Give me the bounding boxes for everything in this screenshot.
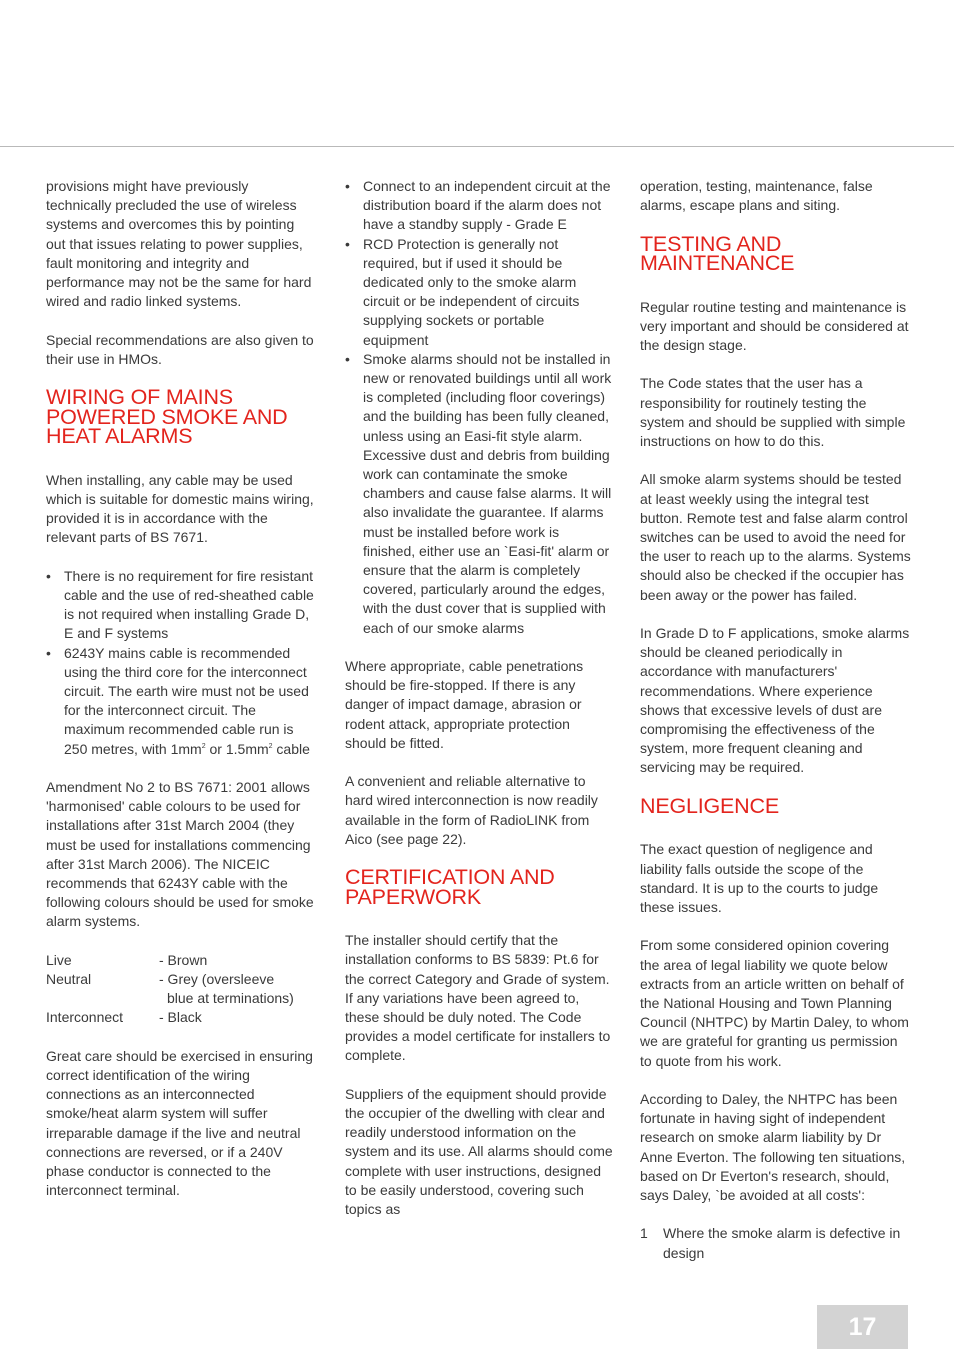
table-cell: Live: [46, 951, 72, 968]
section-heading-testing: TESTING AND MAINTENANCE: [640, 231, 795, 276]
table-cell: - Grey (oversleeve blue at terminations): [159, 970, 294, 1007]
paragraph: The installer should certify that the installation conforms to BS 5839: Pt.6 for the correct Category and Grade of system. If any variations have been agreed to, these should be duly noted. The Code provides a model certificate for installers to complete.: [345, 932, 611, 1064]
numbered-list: [640, 1224, 912, 1262]
list-item: 1 Where the smoke alarm is defective in design: [640, 1225, 901, 1261]
paragraph: The Code states that the user has a responsibility for routinely testing the system and should be supplied with simple instructions on how to do this.: [640, 375, 906, 449]
table-row: [46, 970, 294, 1008]
section-heading-negligence: NEGLIGENCE: [640, 793, 779, 818]
table-row: [46, 951, 294, 970]
paragraph: All smoke alarm systems should be tested at least weekly using the integral test button. Remote test and false alarm control switches can be used to avoid the need for the user to reach up to the alarms. Systems should also be checked if the occupier has been away or the power has failed.: [640, 471, 911, 603]
paragraph: In Grade D to F applications, smoke alarms should be cleaned periodically in accordance with manufacturers' recommendations. Where experience shows that excessive levels of dust are compromising the effectiveness of the system, more frequent cleaning and servicing may be required.: [640, 625, 910, 776]
paragraph: Regular routine testing and maintenance is very important and should be considered at the design stage.: [640, 298, 909, 353]
paragraph: A convenient and reliable alternative to hard wired interconnection is now readily available in the form of RadioLINK from Aico (see page 22).: [345, 773, 598, 847]
header-rule: [0, 146, 954, 147]
table-row: [46, 1008, 294, 1027]
list-number: 1: [640, 1225, 648, 1242]
paragraph: Special recommendations are also given to their use in HMOs.: [46, 331, 314, 367]
bullet-list: [345, 177, 613, 638]
column-3: [640, 177, 912, 1263]
list-item: • Connect to an independent circuit at the distribution board if the alarm does not have a standby supply - Grade E: [345, 177, 613, 235]
table-cell: - Black: [159, 1009, 202, 1026]
table-cell: Interconnect: [46, 1009, 124, 1026]
page-number: 17: [817, 1305, 908, 1349]
column-2: [345, 177, 613, 1238]
section-heading-wiring: WIRING OF MAINS POWERED SMOKE AND HEAT ALARMS: [46, 385, 288, 449]
bullet-list: [46, 567, 314, 759]
column-1: [46, 177, 314, 1220]
section-heading-certification: CERTIFICATION AND PAPERWORK: [345, 865, 555, 909]
table-cell: - Brown: [159, 951, 208, 968]
paragraph: Suppliers of the equipment should provide the occupier of the dwelling with clear and readily understood information on the system and its use. All alarms should come complete with user instructions, designed to be easily understood, covering such topics as: [345, 1085, 613, 1218]
paragraph: The exact question of negligence and liability falls outside the scope of the standard. It is up to the courts to judge these issues.: [640, 841, 879, 915]
list-item: • 6243Y mains cable is recommended using the third core for the interconnect circuit. The earth wire must not be used for the interconnect circuit. The maximum recommended cable run is 250 metres, with $1mm^2$ or $1.5mm^2$ cable: [46, 644, 314, 759]
paragraph: From some considered opinion covering the area of legal liability we quote below extracts from an article written on behalf of the National Housing and Town Planning Council (NHTPC) by Martin Daley, to whom we are grateful for granting us permission to quote from his work.: [640, 937, 909, 1069]
paragraph: provisions might have previously technically precluded the use of wireless systems and overcomes this by pointing out that issues relating to power supplies, fault monitoring and integrity and performance may not be the same for hard wired and radio linked systems.: [46, 178, 312, 310]
list-item: • Smoke alarms should not be installed in new or renovated buildings until all work is completed (including floor coverings) and the building has been fully cleaned, unless using an Easi-fit style alarm. Excessive dust and debris from building work can contaminate the smoke chambers and cause false alarms. It will also invalidate the guarantee. If alarms must be installed before work is finished, either use an `Easi-fit' alarm or ensure that the alarm is completely covered, particularly around the edges, with the dust cover that is supplied with each of our smoke alarms: [345, 350, 613, 638]
paragraph: operation, testing, maintenance, false alarms, escape plans and siting.: [640, 178, 873, 214]
list-item: • There is no requirement for fire resistant cable and the use of red-sheathed cable is not required when installing Grade D, E and F systems: [46, 567, 314, 644]
cable-colour-table: [46, 951, 294, 1028]
paragraph: Great care should be exercised in ensuring correct identification of the wiring connections as an interconnected smoke/heat alarm system will suffer irreparable damage if the live and neutral connections are reversed, or if a 240V phase conductor is connected to the interconnect terminal.: [46, 1047, 313, 1199]
paragraph: According to Daley, the NHTPC has been fortunate in having sight of independent research on smoke alarm liability by Dr Anne Everton. The following ten situations, based on Dr Everton's research, should, says Daley, `be avoided at all costs':: [640, 1090, 906, 1203]
list-item: • RCD Protection is generally not required, but if used it should be dedicated only to the smoke alarm circuit or be independent of circuits supplying sockets or portable equipment: [345, 235, 613, 350]
paragraph: Where appropriate, cable penetrations should be fire-stopped. If there is any danger of impact damage, abrasion or rodent attack, appropriate protection should be fitted.: [345, 658, 584, 751]
paragraph: Amendment No 2 to BS 7671: 2001 allows 'harmonised' cable colours to be used for installations after 31st March 2004 (they must be used for installations commencing after 31st March 2006). The NICEIC recommends that 6243Y cable with the following colours should be used for smoke alarm systems.: [46, 778, 314, 930]
table-cell: Neutral: [46, 970, 92, 987]
paragraph: When installing, any cable may be used which is suitable for domestic mains wiring, provided it is in accordance with the relevant parts of BS 7671.: [46, 471, 314, 546]
